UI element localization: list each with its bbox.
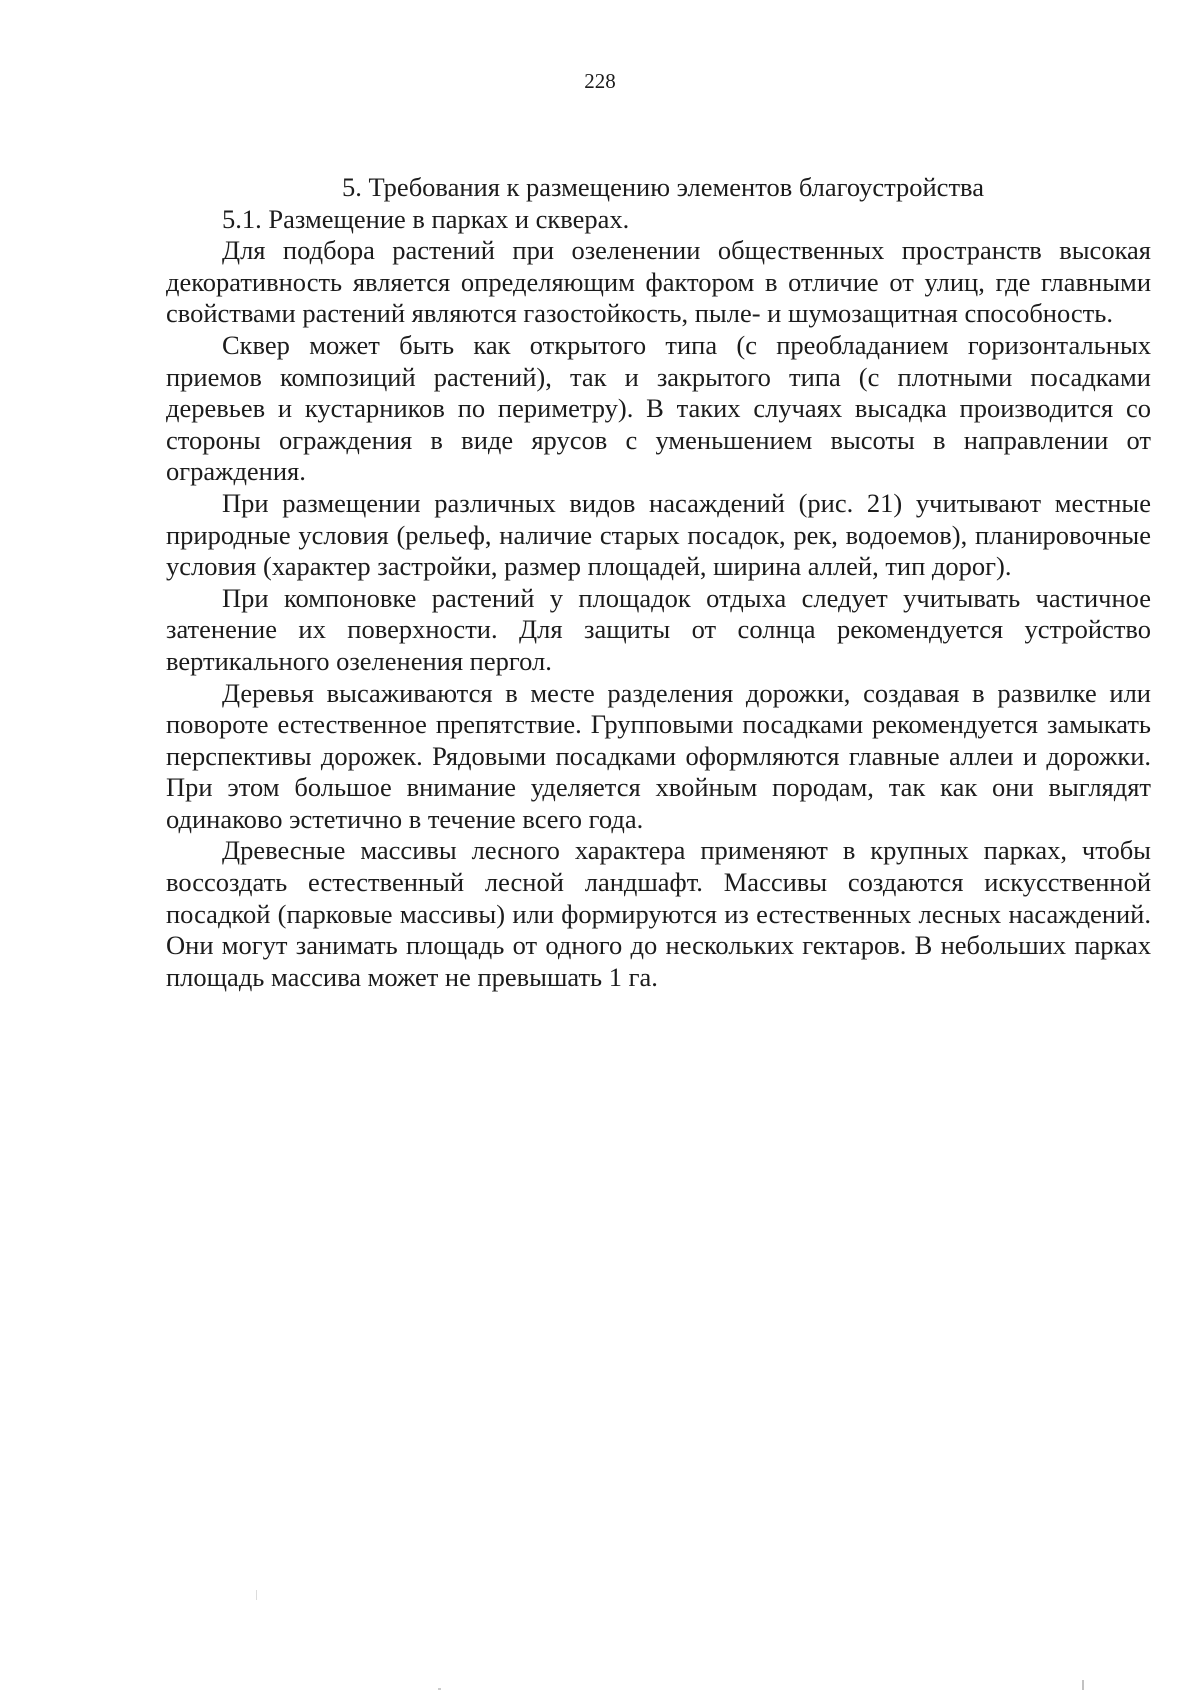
paragraph: При размещении различных видов насаждений (рис. 21) учитывают местные природные условия (рельеф, наличие старых посадок, рек, водоемов), планировочные условия (характер застройки, размер площадей, ширина аллей, тип дорог). (166, 487, 1151, 582)
document-body (166, 172, 1151, 993)
paragraph: Древесные массивы лесного характера применяют в крупных парках, чтобы воссоздать естественный лесной ландшафт. Массивы создаются искусственной посадкой (парковые массивы) или формируются из естественных лесных насаждений. Они могут занимать площадь от одного до нескольких гектаров. В небольших парках площадь массива может не превышать 1 га. (166, 835, 1151, 992)
section-heading: 5. Требования к размещению элементов благоустройства (342, 172, 984, 202)
paragraph: Деревья высаживаются в месте разделения дорожки, создавая в развилке или повороте естественное препятствие. Групповыми посадками рекомендуется замыкать перспективы дорожек. Рядовыми посадками оформляются главные аллеи и дорожки. При этом большое внимание уделяется хвойным породам, так как они выглядят одинаково эстетично в течение всего года. (166, 677, 1151, 834)
scan-speck (438, 1688, 441, 1690)
page-number: 228 (584, 69, 616, 93)
scan-speck (256, 1590, 257, 1600)
paragraph: Для подбора растений при озеленении общественных пространств высокая декоративность является определяющим фактором в отличие от улиц, где главными свойствами растений являются газостойкость, пыле- и шумозащитная способность. (166, 235, 1151, 329)
paragraph: Сквер может быть как открытого типа (с преобладанием горизонтальных приемов композиций растений), так и закрытого типа (с плотными посадками деревьев и кустарников по периметру). В таких случаях высадка производится со стороны ограждения в виде ярусов с уменьшением высоты в направлении от ограждения. (166, 329, 1151, 487)
paragraph: При компоновке растений у площадок отдыха следует учитывать частичное затенение их поверхности. Для защиты от солнца рекомендуется устройство вертикального озеленения пергол. (166, 582, 1151, 676)
scan-speck (1082, 1680, 1084, 1690)
subsection-heading: 5.1. Размещение в парках и скверах. (222, 203, 630, 234)
